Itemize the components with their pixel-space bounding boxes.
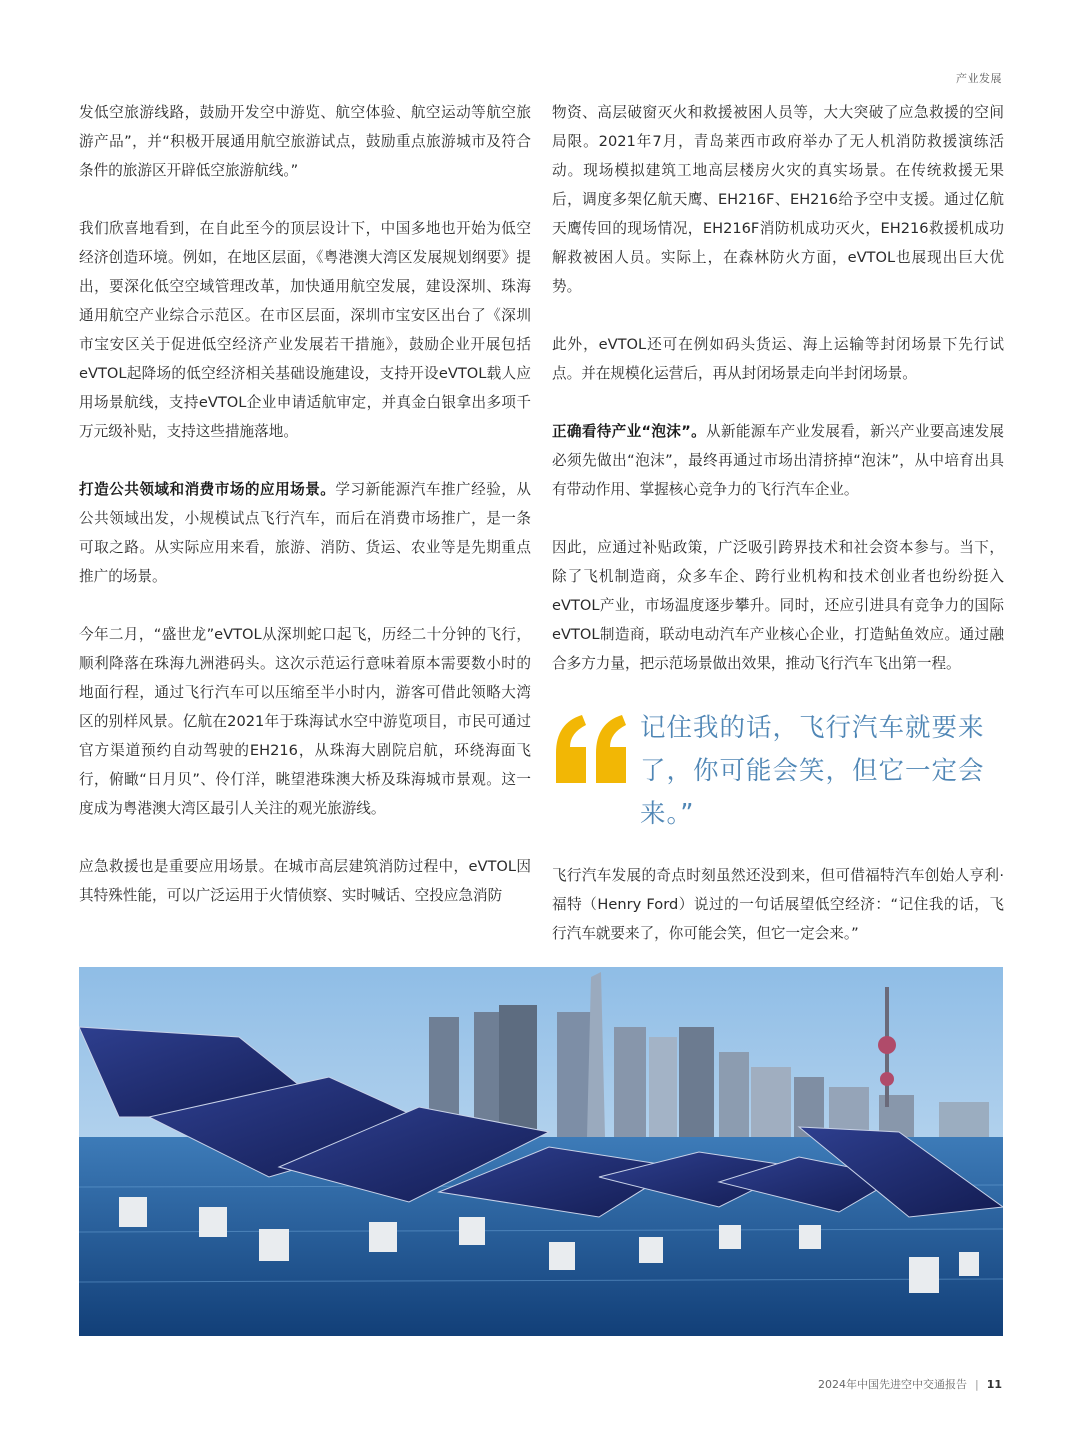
left-column [79, 98, 531, 910]
paragraph-body: 从新能源车产业发展看，新兴产业要高速发展必须先做出“泡沫”，最终再通过市场出清挤掉“泡沫”，从中培育出具有带动作用、掌握核心竞争力的飞行汽车企业。 [552, 423, 1004, 498]
right-paragraph-5: 飞行汽车发展的奇点时刻虽然还没到来，但可借福特汽车创始人亨利·福特（Henry Ford）说过的一句话展望低空经济：“记住我的话，飞行汽车就要来了，你可能会笑，但它一定会来。” [552, 867, 1004, 942]
quote-mark-icon [552, 713, 632, 785]
pull-quote [552, 707, 1004, 839]
page-number: 11 [986, 1378, 1002, 1391]
report-title: 2024年中国先进空中交通报告 [817, 1378, 967, 1391]
solar-farm-skyline-photo [79, 967, 1003, 1336]
paragraph-heading: 打造公共领域和消费市场的应用场景。 [79, 481, 336, 498]
pull-quote-text: 记住我的话，飞行汽车就要来了，你可能会笑，但它一定会来。” [640, 713, 985, 829]
left-paragraph-2: 我们欣喜地看到，在自此至今的顶层设计下，中国多地也开始为低空经济创造环境。例如，在地区层面，《粤港澳大湾区发展规划纲要》提出，要深化低空空域管理改革，加快通用航空发展，建设深圳、珠海通用航空产业综合示范区。在市区层面，深圳市宝安区出台了《深圳市宝安区关于促进低空经济产业发展若干措施》，鼓励企业开展包括eVTOL起降场的低空经济相关基础设施建设，支持开设eVTOL载人应用场景航线，支持eVTOL企业申请适航审定，并真金白银拿出多项千万元级补贴，支持这些措施落地。 [79, 220, 531, 440]
section-label: 产业发展 [956, 72, 1002, 85]
right-paragraph-4: 因此，应通过补贴政策，广泛吸引跨界技术和社会资本参与。当下，除了飞机制造商，众多车企、跨行业机构和技术创业者也纷纷挺入eVTOL产业，市场温度逐步攀升。同时，还应引进具有竞争力的国际eVTOL制造商，联动电动汽车产业核心企业，打造鲇鱼效应。通过融合多方力量，把示范场景做出效果，推动飞行汽车飞出第一程。 [552, 539, 1004, 672]
right-paragraph-3 [552, 417, 1004, 504]
left-paragraph-1: 发低空旅游线路，鼓励开发空中游览、航空体验、航空运动等航空旅游产品”，并“积极开展通用航空旅游试点，鼓励重点旅游城市及符合条件的旅游区开辟低空旅游航线。” [79, 104, 531, 179]
left-paragraph-4: 今年二月，“盛世龙”eVTOL从深圳蛇口起飞，历经二十分钟的飞行，顺利降落在珠海九洲港码头。这次示范运行意味着原本需要数小时的地面行程，通过飞行汽车可以压缩至半小时内，游客可借此领略大湾区的别样风景。亿航在2021年于珠海试水空中游览项目，市民可通过官方渠道预约自动驾驶的EH216，从珠海大剧院启航，环绕海面飞行，俯瞰“日月贝”、伶仃洋，眺望港珠澳大桥及珠海城市景观。这一度成为粤港澳大湾区最引人关注的观光旅游线。 [79, 626, 531, 817]
left-paragraph-3 [79, 475, 531, 591]
footer-separator: | [974, 1378, 979, 1391]
right-paragraph-1: 物资、高层破窗灭火和救援被困人员等，大大突破了应急救援的空间局限。2021年7月，青岛莱西市政府举办了无人机消防救援演练活动。现场模拟建筑工地高层楼房火灾的真实场景。在传统救援无果后，调度多架亿航天鹰、EH216F、EH216给予空中支援。通过亿航天鹰传回的现场情况，EH216F消防机成功灭火，EH216救援机成功解救被困人员。实际上，在森林防火方面，eVTOL也展现出巨大优势。 [552, 104, 1004, 295]
paragraph-body: 学习新能源汽车推广经验，从公共领域出发，小规模试点飞行汽车，而后在消费市场推广，是一条可取之路。从实际应用来看，旅游、消防、货运、农业等是先期重点推广的场景。 [79, 481, 531, 585]
paragraph-heading: 正确看待产业“泡沫”。 [552, 423, 707, 440]
right-column [552, 98, 1004, 948]
photo-illustration [79, 967, 1003, 1336]
left-paragraph-5: 应急救援也是重要应用场景。在城市高层建筑消防过程中，eVTOL因其特殊性能，可以广泛运用于火情侦察、实时喊话、空投应急消防 [79, 858, 531, 904]
page-footer [818, 1376, 1002, 1392]
right-paragraph-2: 此外，eVTOL还可在例如码头货运、海上运输等封闭场景下先行试点。并在规模化运营后，再从封闭场景走向半封闭场景。 [552, 336, 1004, 382]
